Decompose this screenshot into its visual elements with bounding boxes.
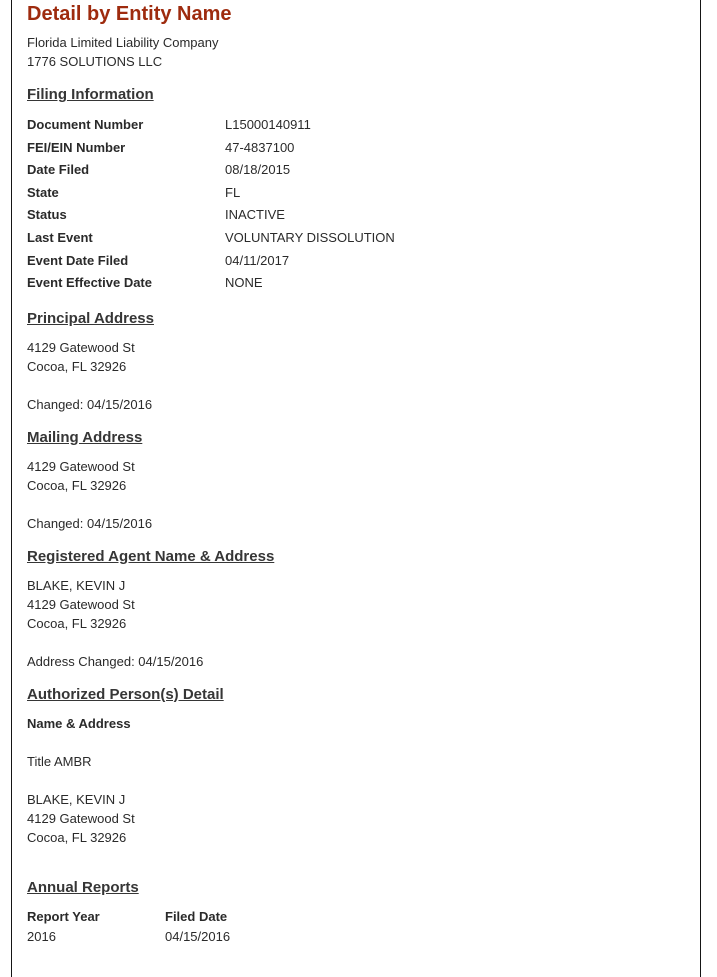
filing-row-status: [27, 204, 680, 227]
authorized-person-city: Cocoa, FL 32926: [27, 829, 127, 845]
registered-agent-changed: Address Changed: 04/15/2016: [27, 653, 204, 669]
filing-row-state: [27, 182, 680, 205]
principal-address-changed: Changed: 04/15/2016: [27, 396, 153, 412]
filing-row-label: Event Date Filed: [27, 252, 129, 268]
filing-row-label: Event Effective Date: [27, 275, 152, 291]
annual-reports-data-row: [27, 927, 680, 947]
registered-agent-street: 4129 Gatewood St: [27, 596, 135, 612]
mailing-address-section: [27, 429, 680, 533]
principal-address-city: Cocoa, FL 32926: [27, 358, 127, 374]
annual-reports-heading: Annual Reports: [27, 878, 139, 896]
filing-row-label: Last Event: [27, 229, 93, 245]
mailing-address-street: 4129 Gatewood St: [27, 458, 135, 474]
filing-information-section: [27, 86, 680, 295]
filing-row-value: 47-4837100: [225, 139, 295, 155]
authorized-persons-subheading: Name & Address: [27, 715, 131, 731]
filing-row-fei-ein-number: [27, 137, 680, 160]
annual-reports-section: [27, 879, 680, 947]
authorized-person-title: Title AMBR: [27, 753, 92, 769]
page-title: Detail by Entity Name: [27, 3, 232, 25]
filing-row-label: State: [27, 184, 59, 200]
status-value: INACTIVE: [225, 207, 285, 223]
principal-address-heading: Principal Address: [27, 309, 154, 327]
filing-row-value: NONE: [225, 275, 263, 291]
annual-reports-col-report-year: Report Year: [27, 908, 100, 924]
mailing-address-changed: Changed: 04/15/2016: [27, 515, 153, 531]
filing-row-label: Date Filed: [27, 162, 90, 178]
filing-row-value: FL: [225, 184, 241, 200]
mailing-address-city: Cocoa, FL 32926: [27, 477, 127, 493]
authorized-person-address: [27, 790, 680, 847]
filing-row-event-effective-date: [27, 272, 680, 295]
principal-address-street: 4129 Gatewood St: [27, 339, 135, 355]
filing-row-label: Status: [27, 207, 67, 223]
mailing-address-heading: Mailing Address: [27, 428, 143, 446]
authorized-person-name: BLAKE, KEVIN J: [27, 791, 126, 807]
principal-address-section: [27, 310, 680, 414]
filing-row-value: 08/18/2015: [225, 162, 291, 178]
authorized-person-street: 4129 Gatewood St: [27, 810, 135, 826]
filing-row-event-date-filed: [27, 250, 680, 273]
filing-information-heading: Filing Information: [27, 86, 154, 103]
annual-reports-col-filed-date: Filed Date: [165, 908, 228, 924]
authorized-persons-section: [27, 686, 680, 847]
registered-agent-heading: Registered Agent Name & Address: [27, 547, 275, 565]
entity-type: Florida Limited Liability Company: [27, 35, 219, 50]
filing-row-last-event: [27, 227, 680, 250]
filing-row-document-number: [27, 114, 680, 137]
annual-reports-header-row: [27, 907, 680, 927]
entity-detail-panel: [11, 0, 701, 977]
registered-agent-city: Cocoa, FL 32926: [27, 615, 127, 631]
filing-row-value: L15000140911: [225, 117, 311, 132]
registered-agent-section: [27, 548, 680, 671]
filing-row-date-filed: [27, 159, 680, 182]
annual-report-filed-date: 04/15/2016: [165, 928, 231, 944]
registered-agent-name: BLAKE, KEVIN J: [27, 577, 126, 593]
annual-report-year: 2016: [27, 928, 56, 944]
filing-row-value: 04/11/2017: [225, 252, 290, 268]
filing-row-label: Document Number: [27, 117, 144, 132]
filing-row-label: FEI/EIN Number: [27, 139, 126, 155]
authorized-persons-heading: Authorized Person(s) Detail: [27, 685, 224, 703]
filing-row-value: VOLUNTARY DISSOLUTION: [225, 229, 395, 245]
entity-name: 1776 SOLUTIONS LLC: [27, 54, 163, 69]
